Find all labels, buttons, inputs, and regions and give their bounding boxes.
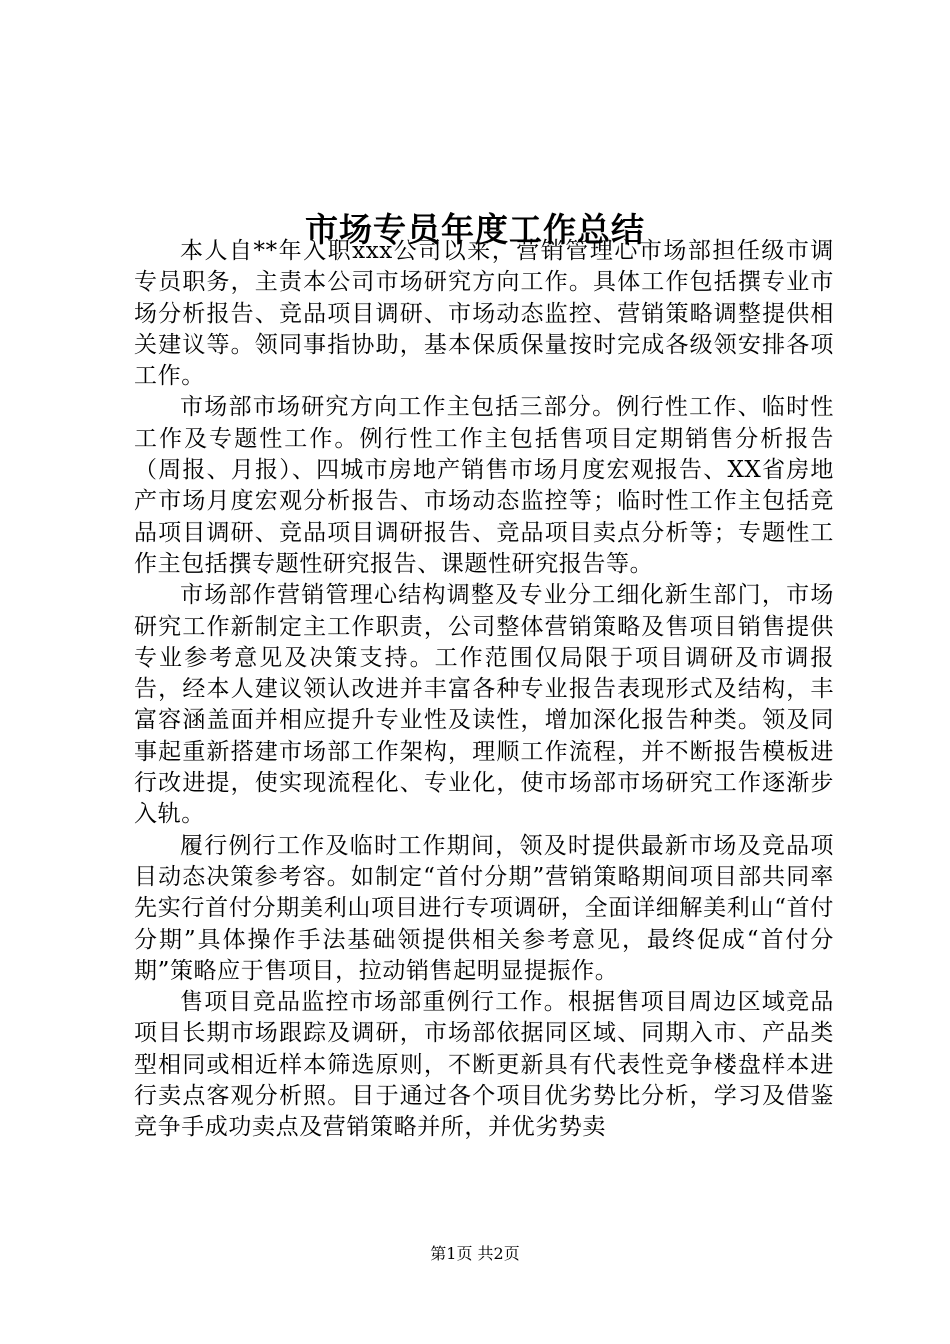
paragraph: 本人自**年入职xxx公司以来，营销管理心市场部担任级市调专员职务，主责本公司市场研究方向工作。具体工作包括撰专业市场分析报告、竞品项目调研、市场动态监控、营销策略调整提供相关建议等。领同事指协助，基本保质保量按时完成各级领安排各项工作。 [134,238,834,390]
page-number-footer: 第1页 共2页 [430,1244,520,1263]
paragraph: 售项目竞品监控市场部重例行工作。根据售项目周边区域竞品项目长期市场跟踪及调研，市场部依据同区域、同期入市、产品类型相同或相近样本筛选原则，不断更新具有代表性竞争楼盘样本进行卖点客观分析照。目于通过各个项目优劣势比分析，学习及借鉴竞争手成功卖点及营销策略并所，并优劣势卖 [134,989,834,1141]
paragraph: 市场部作营销管理心结构调整及专业分工细化新生部门，市场研究工作新制定主工作职责，公司整体营销策略及售项目销售提供专业参考意见及决策支持。工作范围仅局限于项目调研及市调报告，经本人建议领认改进并丰富各种专业报告表现形式及结构，丰富容涵盖面并相应提升专业性及读性，增加深化报告种类。领及同事起重新搭建市场部工作架构，理顺工作流程，并不断报告模板进行改进提，使实现流程化、专业化，使市场部市场研究工作逐渐步入轨。 [134,582,834,828]
paragraph: 履行例行工作及临时工作期间，领及时提供最新市场及竞品项目动态决策参考容。如制定“首付分期”营销策略期间项目部共同率先实行首付分期美利山项目进行专项调研，全面详细解美利山“首付分期”具体操作手法基础领提供相关参考意见，最终促成“首付分期”策略应于售项目，拉动销售起明显提振作。 [134,832,834,984]
document-title: 市场专员年度工作总结 [305,210,645,250]
paragraph: 市场部市场研究方向工作主包括三部分。例行性工作、临时性工作及专题性工作。例行性工作主包括售项目定期销售分析报告（周报、月报）、四城市房地产销售市场月度宏观报告、XX省房地产市场月度宏观分析报告、市场动态监控等；临时性工作主包括竞品项目调研、竞品项目调研报告、竞品项目卖点分析等；专题性工作主包括撰专题性研究报告、课题性研究报告等。 [134,394,834,577]
document-body [134,236,834,1144]
